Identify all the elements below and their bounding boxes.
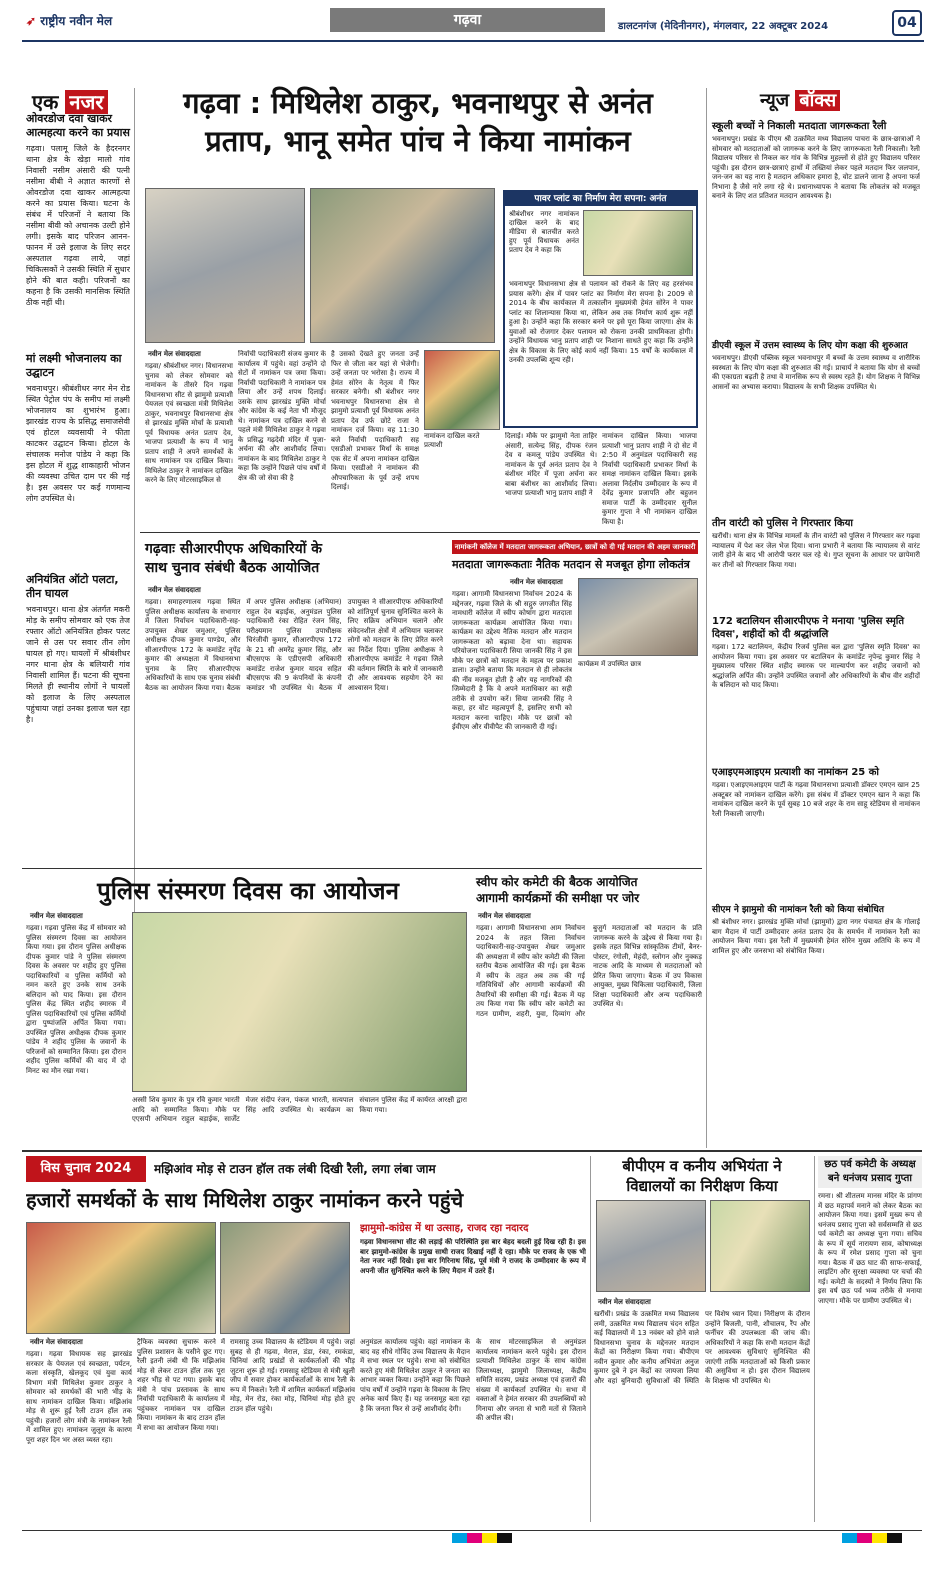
photo-rally-1 — [26, 1222, 216, 1334]
bpm-byline: नवीन मेल संवाददाता — [598, 1298, 651, 1306]
bottom-kicker: मझिआंव मोड़ से टाउन हॉल तक लंबी दिखी रैली, लगा लंबा जाम — [154, 1162, 436, 1176]
bottom-body-col-4: अनुमंडल कार्यालय पहुंचे। वहां नामांकन के बाद वह सीधे गोविंद उच्च विद्यालय के मैदान में सभा स्थल पर पहुंचे। सभा को संबोधित करते हुए मंत्री मिथिलेश ठाकुर ने जनता का आभार व्यक्त किया। उन्होंने कहा कि पिछले पांच वर्षों में उन्होंने गढ़वा के विकास के लिए अनेक कार्य किए हैं। यह जनसमूह बता रहा है कि जनता फिर से उन्हें आशीर्वाद देगी। — [360, 1338, 470, 1413]
right-heading-2: डीएवी स्कूल में उत्तम स्वास्थ्य के लिए योग कक्षा की शुरुआत — [712, 341, 908, 351]
right-body-1: भवनाथपुर। प्रखंड के पीएम श्री उत्क्रमित मध्य विद्यालय पाचरा के छात्र-छात्राओं ने सोमवार को मतदाताओं को जागरूक करने के लिए जागरूकता रैली निकाली। रैली विद्यालय परिसर से निकल कर गांव के विभिन्न मुहल्लों से होते हुए विद्यालय परिसर पहुंची। इस दौरान छात्र-छात्राएं हाथों में तख्तियां लेकर पहले मतदान फिर जलपान, जन-जन का यह नारा है मतदान अधिकार हमारा है, वोट डालने जाना है अपना फर्ज निभाना है जैसे नारे लगा रहे थे। प्रधानाध्यापक ने बताया कि लोकतंत्र को मजबूत बनाने के लिए शत प्रतिशत मतदान आवश्यक है। — [712, 135, 920, 200]
right-body-4: गढ़वा। 172 बटालियन, केंद्रीय रिजर्व पुलिस बल द्वारा 'पुलिस स्मृति दिवस' का आयोजन किया गया। इस अवसर पर बटालियन के कमांडेंट नृपेन्द्र कुमार सिंह ने मुख्यालय परिसर स्थित शहीद स्मारक पर माल्यार्पण कर शहीद जवानों को श्रद्धांजलि अर्पित की। उन्होंने उपस्थित जवानों और अधिकारियों के बीच वीर शहीदों के बलिदान को याद किया। — [712, 643, 920, 689]
photo-nomination-2 — [310, 188, 495, 343]
sweep-byline: नवीन मेल संवाददाता — [478, 912, 531, 920]
photo-police-memorial — [132, 912, 467, 1092]
crpf-body: गढ़वा। समाहरणालय गढ़वा स्थित पुलिस अधीक्षक कार्यालय के सभागार में जिला निर्वाचन पदाधिकारी-सह-उपायुक्त शेखर जमुआर, पुलिस अधीक्षक दीपक कुमार पाण्डेय, और सीआरपीएफ 172 के कमांडेंट नृपेंद्र कुमार की अध्यक्षता में विधानसभा चुनाव के लिए सीआरपीएफ अधिकारियों के साथ एक चुनाव संबंधी बैठक का आयोजन किया गया। बैठक में अपर पुलिस अधीक्षक (अभियान) राहुल देव बड़ाईक, अनुमंडल पुलिस पदाधिकारी रंका रोहित रंजन सिंह, परीक्ष्यमान पुलिस उपाधीक्षक चिरंजीवी कुमार, सीआरपीएफ 172 के 21 सी अमरेंद्र कुमार सिंह, और बीएसएफ के एडीएसपी अधिकारी कमांडेंट राजेश कुमार यादव सहित बीएसएफ की 9 कंपनियों के कंपनी कमांडर भी उपस्थित थे। बैठक में उपायुक्त ने सीआरपीएफ अधिकारियों को शांतिपूर्ण चुनाव सुनिश्चित करने के लिए सक्रिय अभियान चलाने और संवेदनशील क्षेत्रों में अभियान चलाकर लोगों को मतदान के लिए प्रेरित करने का निर्देश दिया। पुलिस अधीक्षक ने सीआरपीएफ कमांडेंट ने गढ़वा जिले की वर्तमान स्थिति के बारे में जानकारी दी और आवश्यक सहयोग देने का आश्वासन दिया। — [145, 598, 443, 692]
right-body-6: श्री बंशीधर नगर। झारखंड मुक्ति मोर्चा (झामुमो) द्वारा नगर पंचायत क्षेत्र के गोलाई बाग मैदान में पार्टी उम्मीदवार अनंत प्रताप देव के समर्थन में नामांकन रैली का आयोजन किया गया। इस रैली में मुख्यमंत्री हेमंत सोरेन मुख्य अतिथि के रूप में शामिल हुए और जनसभा को संबोधित किया। — [712, 918, 920, 955]
right-heading-6: सीएम ने झामुमो की नामांकन रैली को किया संबोधित — [712, 905, 884, 915]
date-line: डालटनगंज (मेदिनीनगर), मंगलवार, 22 अक्टूबर 2024 — [618, 21, 829, 32]
main-body-col-1: गढ़वा/ श्रीबंशीधर नगर। विधानसभा चुनाव को लेकर सोमवार को नामांकन के तीसरे दिन गढ़वा विधानसभा सीट से झामुमो प्रत्याशी पेयजल एवं स्वच्छता मंत्री मिथिलेश ठाकुर, भवनाथपुर विधानसभा क्षेत्र से झारखंड मुक्ति मोर्चा के प्रत्याशी पूर्व विधायक अनंत प्रताप देव, भाजपा प्रत्याशी के रूप में भानु प्रताप शाही ने अपने समर्थकों के साथ नामांकन पत्र दाखिल किया। मिथिलेश ठाकुर ने नामांकन दाखिल करने के लिए मोटरसाइकिल से — [145, 362, 233, 484]
news-box-a: न्यूज — [760, 90, 790, 111]
main-body-col-5: नामांकन दाखिल किया। भाजपा प्रत्याशी भानु प्रताप शाही ने दो सेट में 2:50 में अनुमंडल पदाधिकारी सह निर्वाची पदाधिकारी प्रभाकर मिर्धा के समक्ष नामांकन दाखिल किया। इसके अलावा निर्दलीय उम्मीदवार के रूप में देवेंद्र कुमार प्रजापति और बहुजन समाज पार्टी के उम्मीदवार सुनील कुमार गुप्ता ने भी नामांकन दाखिल किया है। — [602, 432, 697, 526]
main-body-col-2: निर्वाची पदाधिकारी संजय कुमार के कार्यालय में पहुंचे। वहां उन्होंने दो सेटों में नामांकन पत्र जमा किया। निर्वाची पदाधिकारी ने नामांकन पत्र लिया और उन्हें शपथ दिलाई। उसके साथ झारखंड मुक्ति मोर्चा और कांग्रेस के कई नेता भी मौजूद थे। नामांकन पत्र दाखिल करने से पहले मंत्री मिथिलेश ठाकुर ने गढ़वा के प्रसिद्ध गढ़देवी मंदिर में पूजा-अर्चना की और आशीर्वाद लिया। नामांकन के बाद मिथिलेश ठाकुर ने कहा कि उन्होंने पिछले पांच वर्षों में क्षेत्र की जो सेवा की है — [238, 350, 326, 482]
campaign-banner: नामांकनी कॉलेज में मतदाता जागरूकता अभियान, छात्रों को दी गई मतदान की अहम जानकारी — [452, 540, 698, 554]
main-headline-line-2: प्रताप, भानू समेत पांच ने किया नामांकन — [205, 124, 631, 158]
police-day-heading: पुलिस संस्मरण दिवस का आयोजन — [97, 877, 399, 905]
crpf-heading — [145, 540, 445, 578]
main-body-col-4: दिलाई। मौके पर झामुमो नेता ताहिर अंसारी, सत्येन्द्र सिंह, दीपक रंजन देव व कमलू पांडेय उपस्थित थे। नामांकन के पूर्व अनंत प्रताप देव ने बंशीधर मंदिर में पूजा अर्चना कर बाबा बंशीधर का आशीर्वाद लिया। भाजपा प्रत्याशी भानु प्रताप शाही ने — [505, 432, 597, 497]
bottom-body-col-2: ट्रैफिक व्यवस्था सुचारू करने में पुलिस प्रशासन के पसीने छूट गए। रैली इतनी लंबी थी कि मझिआंव मोड़ से लेकर टाउन हॉल तक पूरा शहर भीड़ से पट गया। इसके बाद मंत्री ने पांच प्रस्तावक के साथ निर्वाची पदाधिकारी के कार्यालय में पहुंचकर नामांकन पत्र दाखिल किया। नामांकन के बाद टाउन हॉल में सभा का आयोजन किया गया। — [137, 1338, 225, 1432]
campaign-photo-caption: कार्यक्रम में उपस्थित छात्र — [578, 660, 641, 668]
power-plant-box — [503, 190, 698, 428]
right-column — [712, 120, 920, 1150]
police-day-byline: नवीन मेल संवाददाता — [30, 912, 83, 920]
campaign-heading: मतदाता जागरूकताः नैतिक मतदान से मजबूत होगा लोकतंत्र — [452, 558, 690, 571]
sweep-heading-line-2: आगामी कार्यक्रमों की समीक्षा पर जोर — [476, 891, 640, 905]
bottom-body-col-1: गढ़वा। गढ़वा विधायक सह झारखंड सरकार के पेयजल एवं स्वच्छता, पर्यटन, कला संस्कृति, खेलकूद एवं युवा कार्य विभाग मंत्री मिथिलेश कुमार ठाकुर ने सोमवार को समर्थकों की भारी भीड़ के साथ नामांकन दाखिल किया। मझिआंव मोड़ से शुरू हुई रैली टाउन हॉल तक पहुंची। हजारों लोग मंत्री के नामांकन रैली में शामिल हुए। नामांकन जुलूस के कारण पूरा शहर दिन भर अस्त व्यस्त रहा। — [26, 1350, 132, 1444]
power-plant-intro: श्रीबंशीधर नगर नामांकन दाखिल करने के बाद मीडिया से बातचीत करते हुए पूर्व विधायक अनंत प्रताप देव ने कहा कि — [509, 210, 579, 254]
campaign-byline: नवीन मेल संवाददाता — [510, 578, 563, 586]
bottom-byline: नवीन मेल संवाददाता — [30, 1338, 83, 1346]
power-plant-heading: पावर प्लांट का निर्माण मेरा सपना: अनंत — [505, 192, 696, 206]
bottom-sub-heading: झामुमो-कांग्रेस में था उत्साह, राजद रहा नदारद — [360, 1223, 529, 1234]
chhath-box — [818, 1156, 922, 1522]
left-heading-3: अनियंत्रित ऑटो पलटा, तीन घायल — [26, 573, 119, 600]
sweep-heading — [476, 874, 702, 906]
police-day-body-2: अस्सी शिव कुमार के पुत्र रवि कुमार भारती आदि को सम्मानित किया। मौके पर एएसपी अभियान राहुल बड़ाईक, सार्जेंट मेजर संदीप रंजन, पंकज भारती, सत्यपाल सिंह आदि उपस्थित थे। कार्यक्रम का संचालन पुलिस केंद्र में कार्यरत आरक्षी द्वारा किया गया। — [132, 1096, 467, 1123]
vis-chunav-tag: विस चुनाव 2024 — [26, 1156, 146, 1182]
sweep-heading-line-1: स्वीप कोर कमेटी की बैठक आयोजित — [476, 875, 638, 889]
right-body-3: खरौंधी। थाना क्षेत्र के विभिन्न मामलों के तीन वारंटी को पुलिस ने गिरफ्तार कर गढ़वा न्यायालय में पेश कर जेल भेज दिया। थाना प्रभारी ने बताया कि न्यायालय से वारंट जारी होने के बाद भी आरोपी फरार चल रहे थे। गुप्त सूचना के आधार पर छापेमारी कर तीनों को गिरफ्तार किया गया। — [712, 532, 920, 569]
news-box-label — [760, 88, 840, 112]
right-heading-5: एआइएमआइएम प्रत्याशी का नामांकन 25 को — [712, 767, 879, 778]
main-byline: नवीन मेल संवाददाता — [148, 350, 201, 358]
left-heading-2: मां लक्ष्मी भोजनालय का उद्घाटन — [26, 352, 122, 379]
main-headline — [138, 84, 698, 160]
crpf-byline: नवीन मेल संवाददाता — [148, 586, 201, 594]
photo-anant-pratap — [583, 210, 693, 276]
news-box-b: बॉक्स — [795, 90, 840, 111]
police-day-body: गढ़वा। गढ़वा पुलिस केंद्र में सोमवार को पुलिस संस्मरण दिवस का आयोजन किया गया। इस दौरान पुलिस अधीक्षक दीपक कुमार पांडे ने पुलिस संस्मरण दिवस के अवसर पर शहीद हुए पुलिस पदाधिकारियों व पुलिस कर्मियों को नमन करते हुए उनके साथ उनके बलिदान को याद किया। इस दौरान पुलिस केंद्र स्थित शहीद स्मारक में पुलिस पदाधिकारियों एवं पुलिस कर्मियों द्वारा पुष्पांजलि अर्पित किया गया। उपस्थित पुलिस अधीक्षक दीपक कुमार पांडेय ने शहीद पुलिस के जवानों के परिजनों को सम्मानित किया। इस दौरान शहीद पुलिस कर्मियों की याद में दो मिनट का मौन रखा गया। — [26, 924, 126, 1075]
bpm-body: खरौंधी। प्रखंड के उत्क्रमित मध्य विद्यालय लमी, उत्क्रमित मध्य विद्यालय चंदन सहित कई विद्यालयों में 13 नवंबर को होने वाले विधानसभा चुनाव के मद्देनजर मतदान केंद्रों का निरीक्षण किया गया। बीपीएम नवीन कुमार और कनीय अभियंता अनुज कुमार दुबे ने इन केंद्रों का जायजा लिया और वहां बुनियादी सुविधाओं की स्थिति पर विशेष ध्यान दिया। निरीक्षण के दौरान उन्होंने बिजली, पानी, शौचालय, रैंप और फर्नीचर की उपलब्धता की जांच की। अधिकारियों ने कहा कि सभी मतदान केंद्रों पर आवश्यक सुविधाएं सुनिश्चित की जाएंगी ताकि मतदाताओं को किसी प्रकार की असुविधा न हो। इस दौरान विद्यालय के शिक्षक भी उपस्थित थे। — [594, 1310, 810, 1385]
main-body-col-3: है उसको देखते हुए जनता उन्हें फिर से जीता कर यहां से भेजेगी। उन्हें जनता पर भरोसा है। राज्य में हेमंत सोरेन के नेतृत्व में फिर सरकार बनेगी। श्री बंशीधर नगर भवनाथपुर विधानसभा क्षेत्र से झामुमो प्रत्याशी पूर्व विधायक अनंत प्रताप देव उर्फ छोटे राजा ने नामांकन दर्ज किया। वह 11:30 बजे निर्वाची पदाधिकारी सह एसडीओ प्रभाकर मिर्धा के समक्ष एक सेट में अपना नामांकन दाखिल किया। एसडीओ ने नामांकन की औपचारिकता के पूर्व उन्हें शपथ दिलाई। — [331, 350, 419, 491]
bpm-heading — [594, 1156, 810, 1196]
bottom-body-col-3: रामसाहू उच्च विद्यालय के स्टेडियम में पहुंचे। जहां सुबह से ही गढ़वा, मेराल, डंडा, रंका, रमकंडा, चिनियां आदि प्रखंडों से कार्यकर्ताओं की भीड़ जुटना शुरू हो गई। रामसाहू स्टेडियम से मंत्री खुली जीप में सवार होकर कार्यकर्ताओं के साथ रैली के रूप में निकले। रैली में शामिल कार्यकर्ता मझिआंव मोड़, मेन रोड, रंका मोड़, चिनियां मोड़ होते हुए टाउन हॉल पहुंचे। — [230, 1338, 355, 1413]
right-body-5: गढ़वा। एआइएमआइएम पार्टी के गढ़वा विधानसभा प्रत्याशी डॉक्टर एमएन खान 25 अक्टूबर को नामांकन दाखिल करेंगे। इस संबंध में डॉक्टर एमएन खान ने कहा कि नामांकन दाखिल करने के पूर्व सुबह 10 बजे शहर के राम साहू स्टेडियम से नामांकन रैली निकाली जाएगी। — [712, 781, 920, 818]
logo-text: राष्ट्रीय नवीन मेल — [40, 14, 113, 28]
main-headline-line-1: गढ़वा : मिथिलेश ठाकुर, भवनाथपुर से अनंत — [183, 86, 653, 120]
ek-nazar-a: एक — [32, 90, 59, 114]
right-body-2: भवनाथपुर। डीएवी पब्लिक स्कूल भवनाथपुर में बच्चों के उत्तम स्वास्थ्य व शारीरिक स्वस्थता के लिए योग कक्षा की शुरुआत की गई। प्राचार्य ने बताया कि योग से बच्चों की एकाग्रता बढ़ती है तथा वे मानसिक रूप से स्वस्थ रहते हैं। योग शिक्षक ने विभिन्न आसनों का अभ्यास कराया। विद्यालय के सभी शिक्षक उपस्थित थे। — [712, 354, 920, 391]
chhath-heading: छठ पर्व कमेटी के अध्यक्ष बने धनंजय प्रसाद गुप्ता — [818, 1156, 922, 1188]
registration-mark-left — [452, 1533, 512, 1543]
footer-bar — [22, 1530, 922, 1544]
logo-bird-icon: ➶ — [26, 14, 37, 28]
bottom-headline: हजारों समर्थकों के साथ मिथिलेश ठाकुर नामांकन करने पहुंचे — [26, 1188, 464, 1212]
masthead — [0, 0, 945, 38]
campaign-body: गढ़वा। आगामी विधानसभा निर्वाचन 2024 के मद्देनजर, गढ़वा जिले के श्री सद्गुरु जगजीत सिंह नामधारी कॉलेज में स्वीप कोषांग द्वारा मतदाता जागरूकता कार्यक्रम आयोजित किया गया। कार्यक्रम का उद्देश्य नैतिक मतदान और मतदान जागरूकता को बढ़ावा देना था। सहायक परियोजना पदाधिकारी सिया जानकी सिंह ने इस मौके पर छात्रों को मतदान के महत्व पर प्रकाश डाला। उन्होंने बताया कि मतदान से ही लोकतंत्र की नींव मजबूत होती है और यह नागरिकों की जिम्मेदारी है कि वे अपने मताधिकार का सही तरीके से उपयोग करें। सिया जानकी सिंह ने कहा, हर वोट महत्वपूर्ण है, इसलिए सभी को मतदान करना चाहिए। मौके पर छात्रों को ईवीएम और वीवीपैट की जानकारी दी गई। — [452, 590, 572, 731]
crpf-heading-line-2: साथ चुनाव संबंधी बैठक आयोजित — [145, 560, 320, 576]
chhath-body: रमना। श्री शीतलम मानस मंदिर के प्रांगण में छठ महापर्व मनाने को लेकर बैठक का आयोजन किया गया। इसमें मुख्य रूप से धनंजय प्रसाद गुप्ता को सर्वसम्मति से छठ पर्व कमेटी का अध्यक्ष चुना गया। सचिव के रूप में सूर्य नारायण साव, कोषाध्यक्ष के रूप में रमेश प्रसाद गुप्ता को चुना गया। बैठक में छठ घाट की साफ-सफाई, लाइटिंग और सुरक्षा व्यवस्था पर चर्चा की गई। कमेटी के सदस्यों ने निर्णय लिया कि इस वर्ष छठ पर्व भव्य तरीके से मनाया जाएगा। मौके पर ग्रामीण उपस्थित थे। — [818, 1192, 922, 1305]
right-heading-3: तीन वारंटी को पुलिस ने गिरफ्तार किया — [712, 518, 853, 529]
page-number: 04 — [892, 10, 922, 36]
photo-rally-2 — [220, 1222, 350, 1334]
crpf-heading-line-1: गढ़वाः सीआरपीएफ अधिकारियों के — [145, 541, 323, 557]
photo-main-rally — [424, 350, 500, 430]
photo-campaign-classroom — [578, 578, 698, 656]
left-body-1: गढ़वा। पलामू जिले के हैदरनगर थाना क्षेत्र के खेड़ा मालो गांव निवासी नसीम अंसारी की पत्नी नसीमा बीबी ने अज्ञात कारणों से ओवरडोज दवा खाकर आत्महत्या करने का प्रयास किया। घटना के संबंध में परिजनों ने बताया कि नसीमा बीवी को अचानक उल्टी होने लगी। इसके बाद परिजन आनन-फानन में उसे इलाज के लिए सदर अस्पताल गढ़वा लाये, जहां चिकित्सकों ने उसकी स्थिति में सुधार होने की बात कही। परिजनों का कहना है कि उसकी मानसिक स्थिति ठीक नहीं थी। — [26, 144, 130, 307]
left-body-2: भवनाथपुर। श्रीबंशीधर नगर मेन रोड स्थित पेट्रोल पंप के समीप मां लक्ष्मी भोजनालय का शुभारंभ हुआ। झारखंड राज्य के प्रसिद्ध समाजसेवी एवं होटल व्यवसायी ने फीता काटकर उद्घाटन किया। होटल के संचालक मनोज पांडेय ने कहा कि इस होटल में शुद्ध शाकाहारी भोजन की व्यवस्था उचित दाम पर की गई है। इस अवसर पर कई गणमान्य लोग उपस्थित थे। — [26, 384, 130, 503]
right-heading-4: 172 बटालियन सीआरपीएफ ने मनाया 'पुलिस स्मृति दिवस', शहीदों को दी श्रद्धांजलि — [712, 616, 905, 640]
photo-school-1 — [596, 1200, 706, 1292]
left-body-3: भवनाथपुर। थाना क्षेत्र अंतर्गत मकरी मोड़ के समीप सोमवार को एक तेज रफ्तार ऑटो अनियंत्रित होकर पलट जाने से उस पर सवार तीन लोग घायल हो गए। घायलों में श्रीबंशीधर नगर थाना क्षेत्र के बलियारी गांव निवासी शामिल हैं। घटना की सूचना मिलते ही स्थानीय लोगों ने घायलों को इलाज के लिए अस्पताल पहुंचाया जहां उनका इलाज चल रहा है। — [26, 605, 130, 724]
logo — [26, 12, 112, 29]
ek-nazar-label — [32, 88, 108, 115]
right-heading-1: स्कूली बच्चों ने निकाली मतदाता जागरूकता रैली — [712, 121, 887, 132]
bpm-heading-line-2: विद्यालयों का निरीक्षण किया — [626, 1177, 778, 1195]
left-heading-1: ओवरडोज दवा खाकर आत्महत्या करने का प्रयास — [26, 112, 130, 139]
registration-mark-right — [842, 1533, 902, 1543]
section-title: गढ़वा — [453, 12, 482, 28]
photo-school-2 — [710, 1200, 810, 1292]
sweep-body: गढ़वा। आगामी विधानसभा आम निर्वाचन 2024 के तहत जिला निर्वाचन पदाधिकारी-सह-उपायुक्त शेखर जमुआर की अध्यक्षता में स्वीप कोर कमेटी की जिला स्तरीय बैठक आयोजित की गई। इस बैठक में स्वीप के तहत अब तक की गई गतिविधियों और आगामी कार्यक्रमों की तैयारियों की समीक्षा की गई। बैठक में यह तय किया गया कि स्वीप कोर कमेटी का गठन ग्रामीण, शहरी, युवा, दिव्यांग और बुजुर्ग मतदाताओं को मतदान के प्रति जागरूक करने के उद्देश्य से किया गया है। इसके तहत विभिन्न सांस्कृतिक टीमों, बैनर-पोस्टर, रंगोली, मेहंदी, स्लोगन और नुक्कड़ नाटक आदि के माध्यम से मतदाताओं को प्रेरित किया जाएगा। बैठक में उप विकास आयुक्त, मुख्य चिकित्सा पदाधिकारी, जिला शिक्षा पदाधिकारी और अन्य पदाधिकारी उपस्थित थे। — [476, 924, 702, 1018]
bottom-body-col-5: के साथ मोटरसाइकिल से अनुमंडल कार्यालय नामांकन करने पहुंचे। इस दौरान प्रत्याशी मिथिलेश ठाकुर के साथ कांग्रेस जिलाध्यक्ष, झामुमो जिलाध्यक्ष, केंद्रीय समिति सदस्य, प्रखंड अध्यक्ष एवं हजारों की संख्या में कार्यकर्ता उपस्थित थे। सभा में वक्ताओं ने हेमंत सरकार की उपलब्धियों को गिनाया और जनता से भारी मतों से जिताने की अपील की। — [476, 1338, 586, 1422]
ek-nazar-b: नजर — [65, 90, 107, 114]
left-column — [26, 112, 130, 967]
section-band — [330, 8, 605, 32]
power-plant-body: भवनाथपुर विधानसभा क्षेत्र से पलायन को रोकने के लिए वह हरसंभव प्रयास करेंगे। क्षेत्र में पावर प्लांट का निर्माण मेरा सपना है। 2009 से 2014 के बीच कार्यकाल में तत्कालीन मुख्यमंत्री हेमंत सोरेन ने पावर प्लांट का शिलान्यास किया था, लेकिन अब तक निर्माण कार्य शुरू नहीं हुआ है। उन्होंने कहा कि सरकार बनने पर इसे पूरा किया जाएगा। क्षेत्र के युवाओं को रोजगार देकर पलायन को रोकना उनकी प्राथमिकता होगी। उन्होंने विधायक भानु प्रताप शाही पर निशाना साधते हुए कहा कि उन्होंने क्षेत्र के विकास के लिए कोई कार्य नहीं किया। 15 वर्षों के कार्यकाल में उनकी उपलब्धि शून्य रही। — [509, 280, 693, 364]
bpm-heading-line-1: बीपीएम व कनीय अभियंता ने — [622, 1157, 782, 1175]
bottom-sub-body: गढ़वा विधानसभा सीट की लड़ाई की परिस्थिति इस बार बेहद बदली हुई दिख रही है। इस बार झामुमो-कांग्रेस के प्रमुख साथी राजद दिखाई नहीं दे रहा। मौके पर राजद के एक भी नेता नजर नहीं दिखे। इस बार गिरिनाथ सिंह, पूर्व मंत्री ने राजद के उम्मीदवार के रूप में अपनी जीत सुनिश्चित करने के लिए मैदान में उतरे हैं। — [360, 1238, 586, 1275]
main-photo-caption: नामांकन दाखिल करते प्रत्याशी — [424, 432, 500, 450]
photo-nomination-1 — [145, 188, 305, 343]
